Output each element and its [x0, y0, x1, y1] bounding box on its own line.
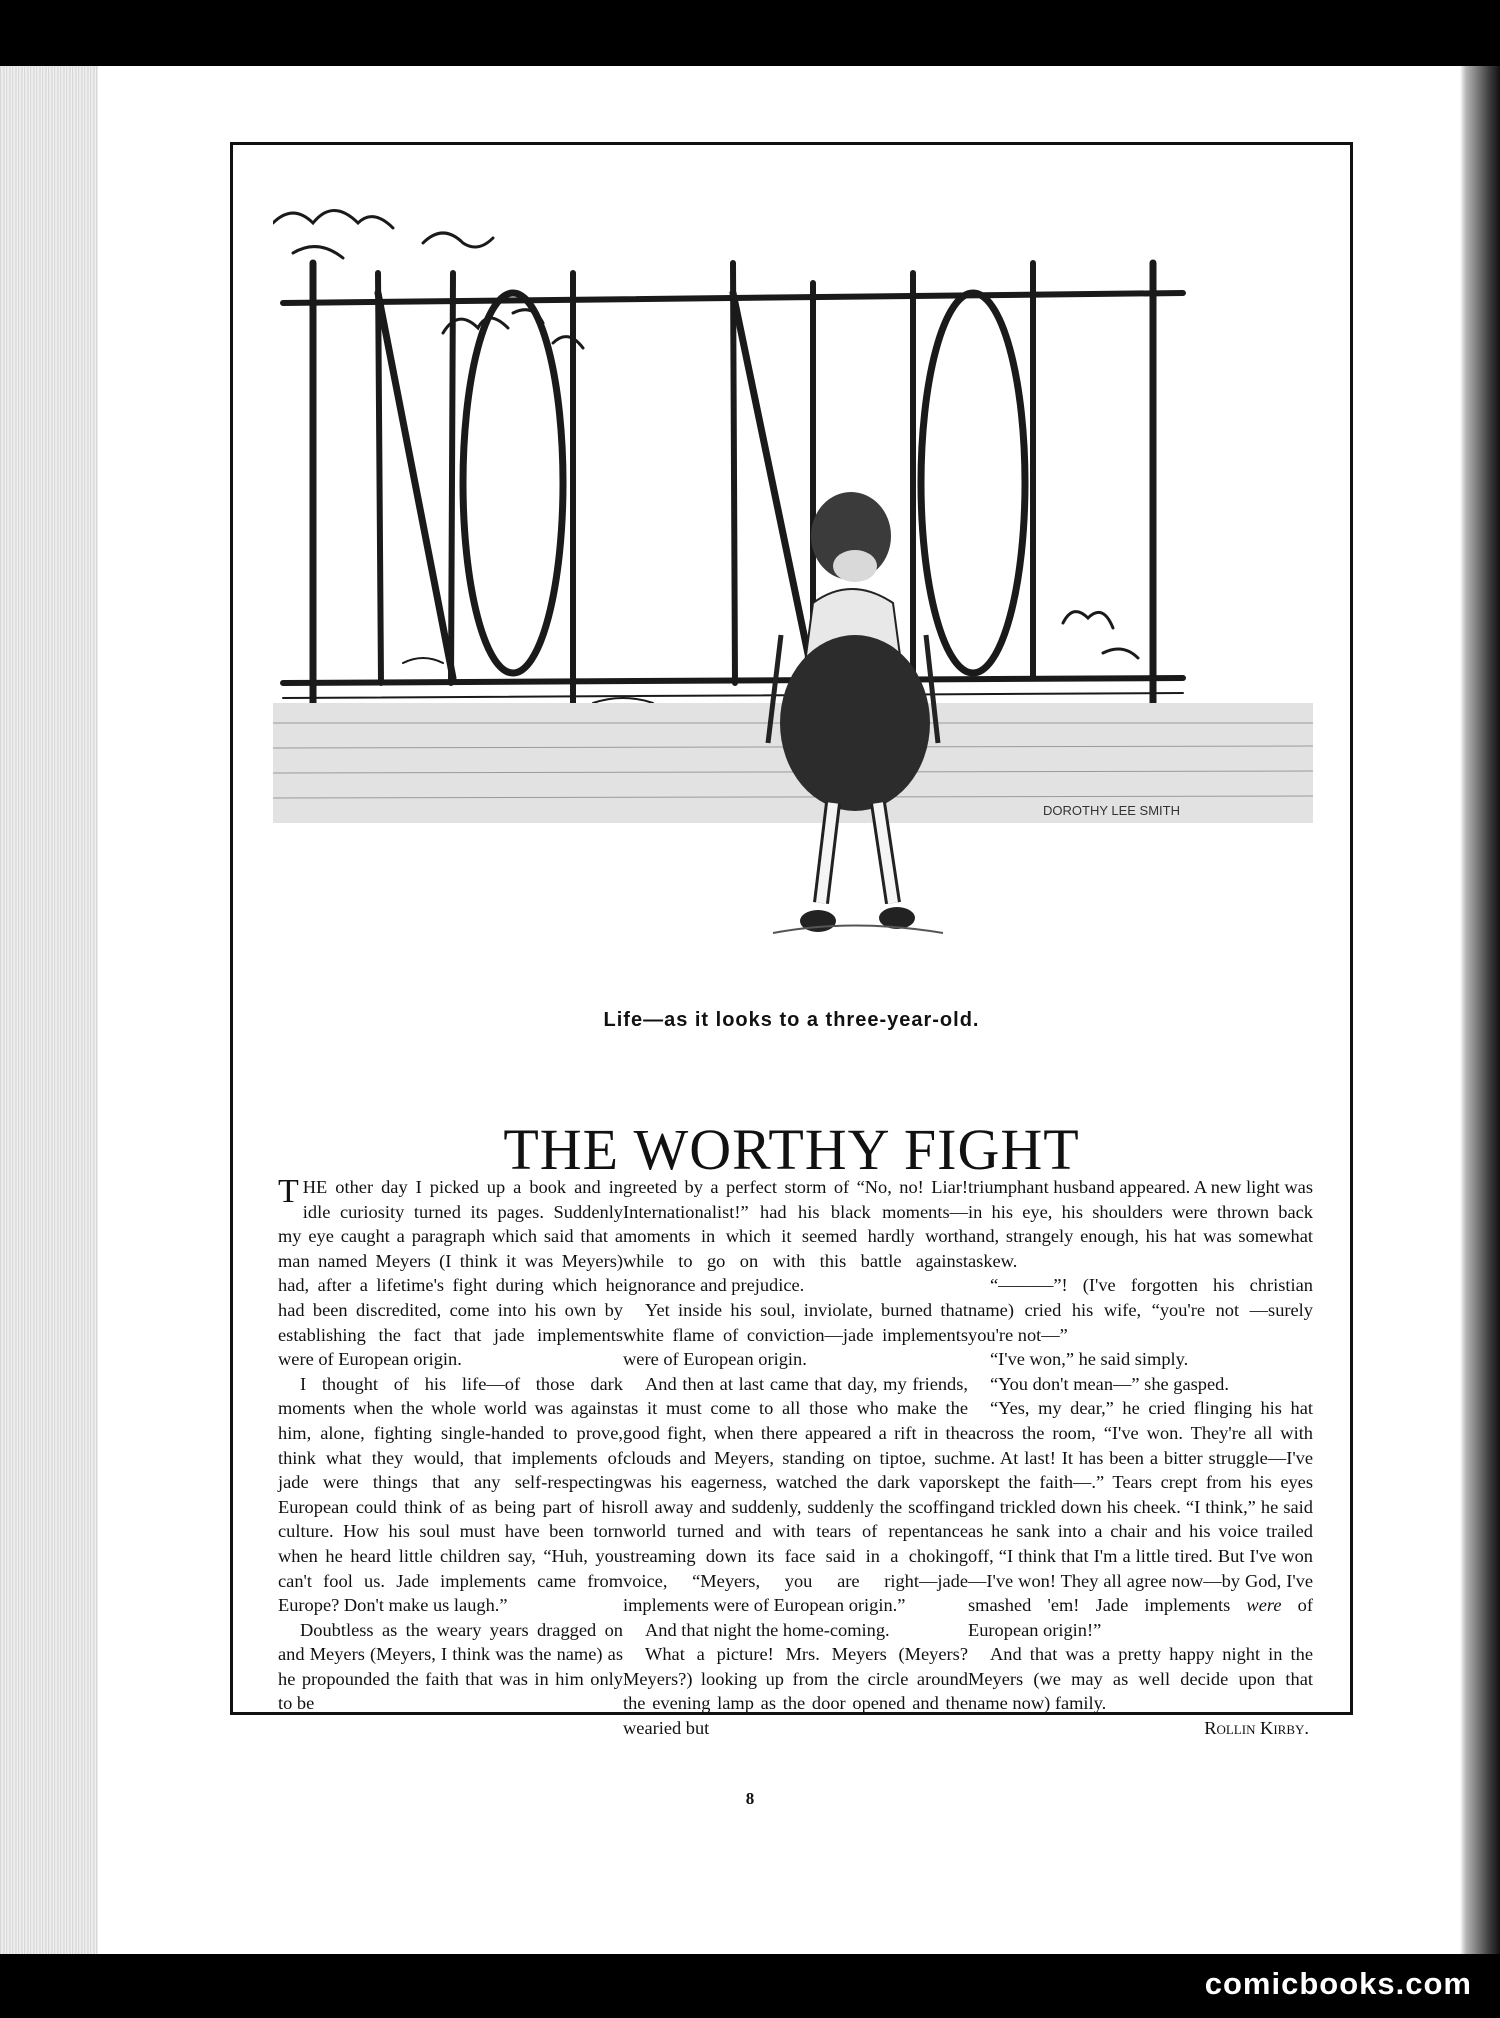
paragraph: And that was a pretty happy night in the Meyers (we may as well decide upon that name now) family.: [968, 1644, 1313, 1714]
article-column-3: [968, 1175, 1313, 1739]
paragraph: “I've won,” he said simply.: [990, 1349, 1189, 1370]
book-page: [0, 66, 1500, 1954]
paragraph: What a picture! Mrs. Meyers (Meyers? Meyers?) looking up from the circle around the evening lamp as the door opened and the wearied but: [623, 1644, 968, 1739]
page-border-frame: [230, 142, 1353, 1739]
paragraph: “You don't mean—” she gasped.: [990, 1373, 1229, 1394]
page-edges-left: [0, 66, 98, 1954]
paragraph: I thought of his life—of those dark moments when the whole world was against him, alone, fighting single-handed to prove, think what they would, that implements of jade were things that any self-respecting European could think of as being part of his culture. How his soul must have been torn when he heard little children say, “Huh, you can't fool us. Jade implements came from Europe? Don't make us laugh.”: [278, 1373, 623, 1616]
child-figure: [768, 492, 943, 933]
paragraph: greeted by a perfect storm of “No, no! Liar! Internationalist!” had his black moments—moments in which it seemed hardly worth while to go on with this battle against ignorance and prejudice.: [623, 1177, 968, 1296]
page-edges-right: [1460, 66, 1500, 1954]
paragraph: And then at last came that day, my friends, as it must come to all those who make the good fight, when there appeared a rift in the clouds and Meyers, standing on tiptoe, such was his eagerness, watched the dark vapors roll away and suddenly, suddenly the scoffing world turned and with tears of repentance streaming down its face said in a choking voice, “Meyers, you are right—jade implements were of European origin.”: [623, 1373, 968, 1616]
paragraph: “———”! (I've forgotten his christian name) cried his wife, “you're not —surely you're not—”: [968, 1275, 1313, 1345]
watermark: comicbooks.com: [1204, 1966, 1472, 2001]
paragraph: “Yes, my dear,” he cried flinging his hat across the room, “I've won. They're all with me. At last! It has been a bitter struggle—I've kept the faith—.” Tears crept from his eyes and trickled down his cheek. “I think,” he said as he sank into a chair and his voice trailed off, “I think that I'm a little tired. But I've won—I've won! They all agree now—by God, I've smashed 'em! Jade implements were of European origin!”: [968, 1398, 1313, 1640]
article-column-2: [623, 1175, 968, 1739]
article-column-1: [278, 1173, 623, 1714]
article-body: [278, 1173, 1313, 1739]
page-number: 8: [745, 1789, 755, 1808]
paragraph: Yet inside his soul, inviolate, burned that white flame of conviction—jade implements were of European origin.: [623, 1299, 968, 1370]
paragraph: THE other day I picked up a book and in idle curiosity turned its pages. Suddenly my eye caught a paragraph which said that a man named Meyers (I think it was Meyers) had, after a lifetime's fight during which he had been discredited, come into his own by establishing the fact that jade implements were of European origin.: [278, 1173, 623, 1370]
article-headline: THE WORTHY FIGHT: [503, 1116, 1080, 1182]
fence-illustration: [273, 183, 1313, 963]
author-signature: Rollin Kirby.: [1204, 1718, 1309, 1739]
paragraph: And that night the home-coming.: [645, 1619, 890, 1640]
paragraph: triumphant husband appeared. A new light was in his eye, his shoulders were thrown back and, strangely enough, his hat was somewhat askew.: [968, 1177, 1313, 1271]
paragraph: Doubtless as the weary years dragged on and Meyers (Meyers, I think was the name) as he propounded the faith that was in him only to be: [278, 1619, 623, 1714]
drop-cap: T: [278, 1173, 299, 1210]
illustration-caption: Life—as it looks to a three-year-old.: [603, 1009, 980, 1031]
artist-signature: DOROTHY LEE SMITH: [1043, 803, 1181, 818]
